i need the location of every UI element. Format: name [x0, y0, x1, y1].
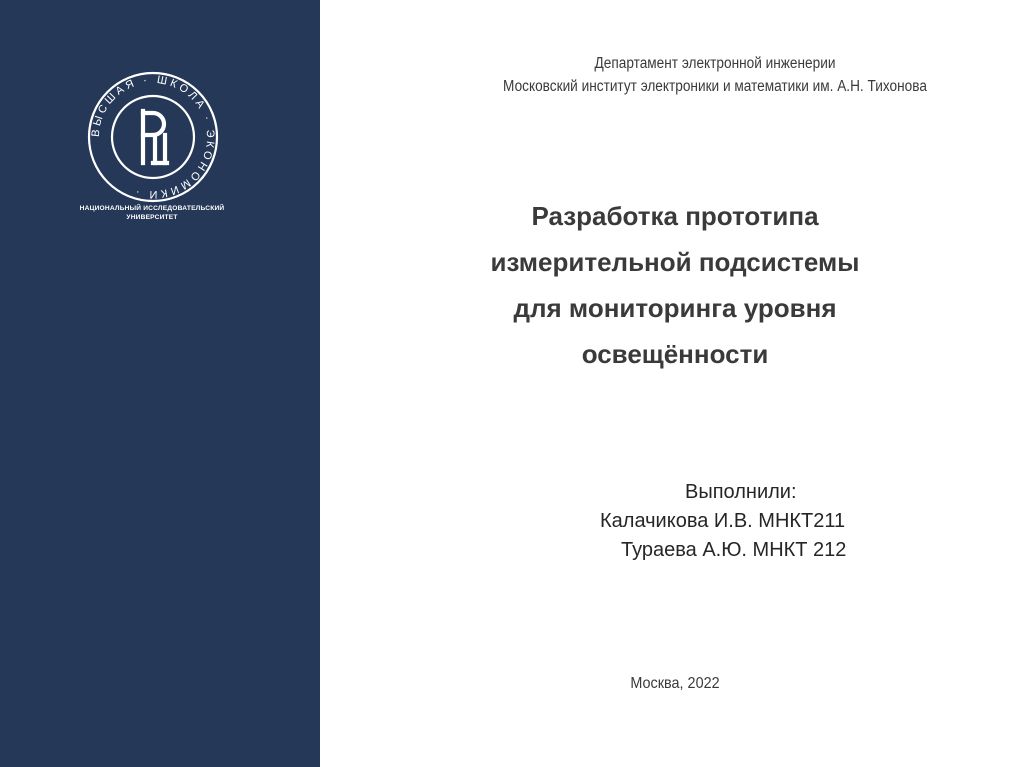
authors-label: Выполнили: — [685, 481, 797, 503]
department-header — [464, 52, 966, 98]
slide-title — [390, 193, 960, 377]
department-name: Департамент электронной инженерии — [594, 55, 836, 72]
title-line-4: освещённости — [581, 339, 769, 369]
authors-block — [560, 478, 940, 565]
hse-logo-icon — [87, 71, 219, 203]
sidebar-panel — [0, 0, 320, 767]
author-1: Калачикова И.В. МНКТ211 — [600, 510, 846, 532]
university-name — [40, 204, 264, 222]
city-year: Москва, 2022 — [630, 675, 720, 692]
institute-name: Московский институт электроники и математики им. А.Н. Тихонова — [503, 78, 927, 95]
university-name-line1: НАЦИОНАЛЬНЫЙ ИССЛЕДОВАТЕЛЬСКИЙ — [79, 205, 225, 212]
svg-text:ВЫСШАЯ · ШКОЛА · ЭКОНОМИКИ ·: ВЫСШАЯ · ШКОЛА · ЭКОНОМИКИ · — [89, 73, 217, 201]
title-line-3: для мониторинга уровня — [513, 293, 837, 323]
title-line-1: Разработка прототипа — [531, 201, 819, 231]
title-line-2: измерительной подсистемы — [490, 247, 860, 277]
university-name-line2: УНИВЕРСИТЕТ — [126, 214, 178, 221]
author-2: Тураева А.Ю. МНКТ 212 — [621, 539, 847, 561]
